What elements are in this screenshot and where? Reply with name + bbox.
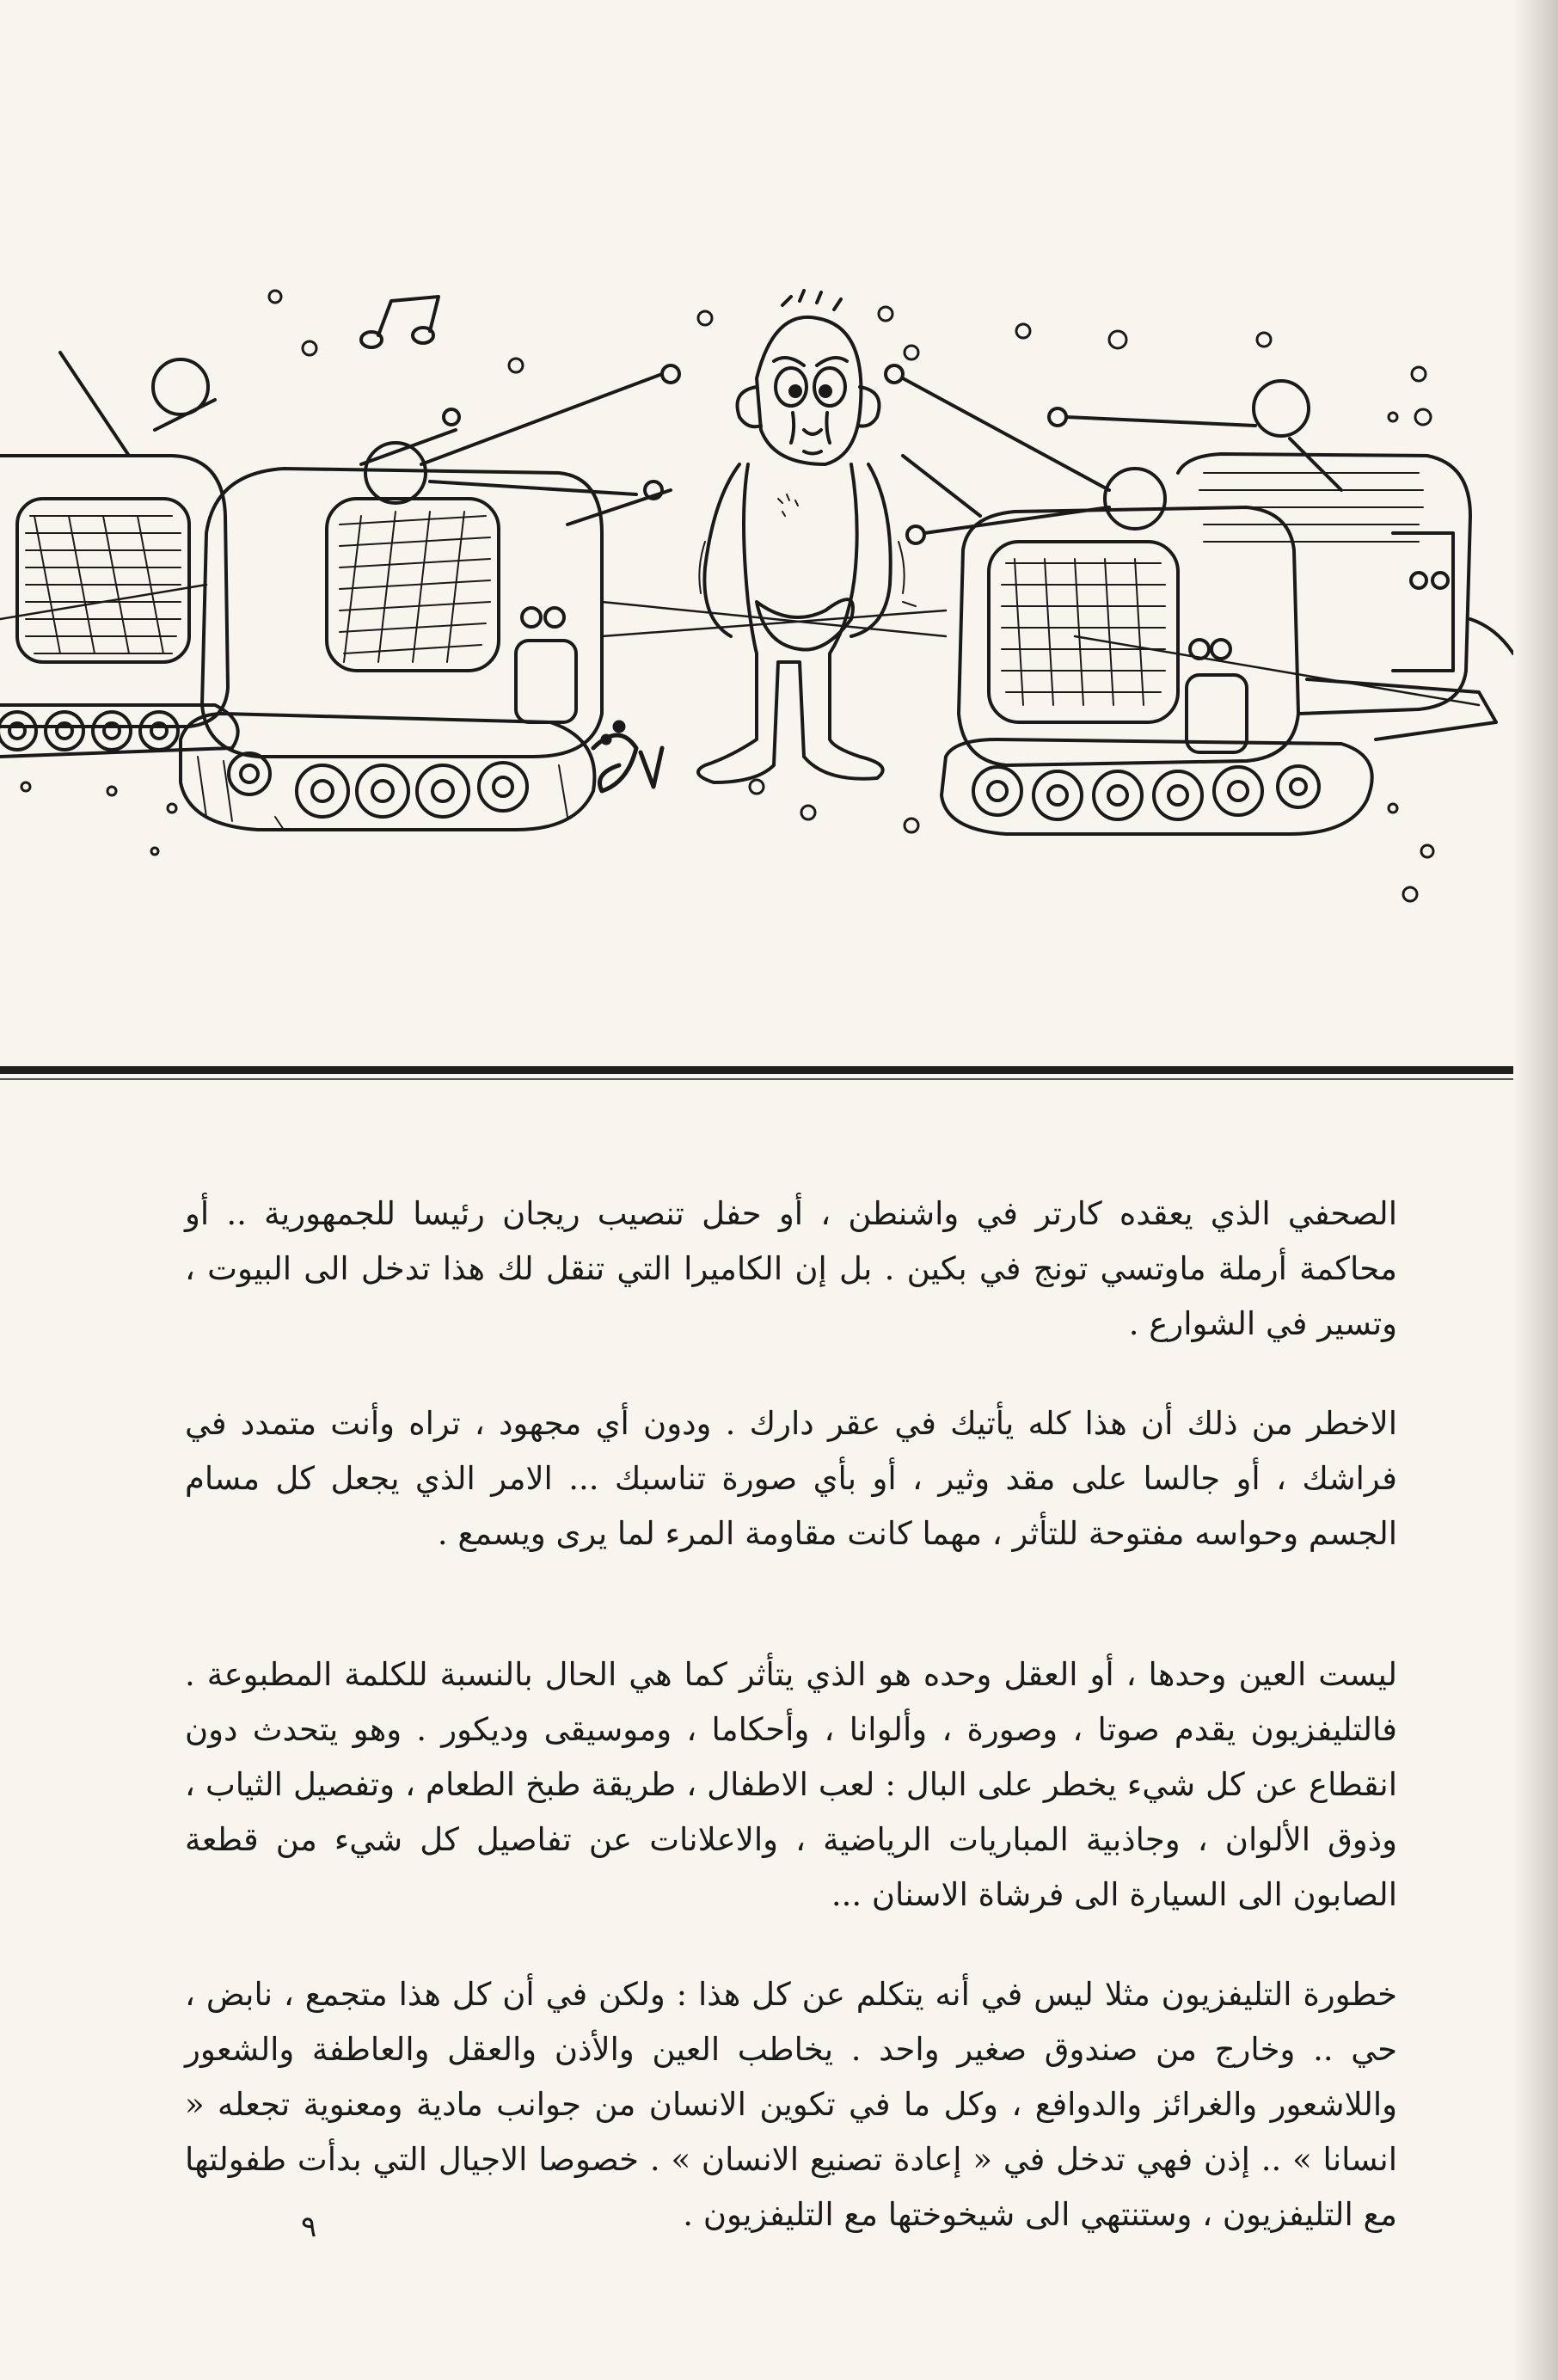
article-body <box>185 1187 1397 2287</box>
tv-left-front <box>181 365 679 830</box>
paragraph-1: الصحفي الذي يعقده كارتر في واشنطن ، أو حفل تنصيب ريجان رئيسا للجمهورية .. أو محاكمة أرملة ماوتسي تونج في بكين . بل إن الكاميرا التي تنقل لك هذا تدخل الى البيوت ، وتسير في الشوارع . <box>185 1195 1397 1342</box>
section-divider <box>0 1066 1513 1074</box>
tread-wheels-left-front <box>229 753 527 817</box>
tread-wheels-left <box>0 712 178 750</box>
page-edge-shadow <box>1513 0 1558 2380</box>
tv-right-back <box>1049 381 1513 739</box>
page-number: ٩ <box>301 2210 317 2244</box>
floor-lines <box>0 585 1479 705</box>
cartoon-illustration <box>0 258 1513 911</box>
artist-signature <box>593 722 662 791</box>
tv-right-front <box>886 365 1372 834</box>
music-note <box>361 297 439 347</box>
paragraph-2: الاخطر من ذلك أن هذا كله يأتيك في عقر دارك . ودون أي مجهود ، تراه وأنت متمدد في فراشك ، أو جالسا على مقد وثير ، أو بأي صورة تناسبك ... الامر الذي يجعل كل مسام الجسم وحواسه مفتوحة للتأثر ، مهما كانت مقاومة المرء لما يرى ويسمع . <box>185 1405 1397 1552</box>
paragraph-4: خطورة التليفزيون مثلا ليس في أنه يتكلم عن كل هذا : ولكن في أن كل هذا متجمع ، نابض ، حي .. وخارج من صندوق صغير واحد . يخاطب العين والأذن والعقل والعاطفة والشعور واللاشعور والغرائز والدوافع ، وكل ما في تكوين الانسان من جوانب مادية ومعنوية تجعله « انسانا » .. إذن فهي تدخل في « إعادة تصنيع الانسان » . خصوصا الاجيال التي بدأت طفولتها مع التليفزيون ، وستنتهي الى شيخوختها مع التليفزيون . <box>185 1976 1397 2233</box>
section-divider-thin <box>0 1078 1513 1080</box>
tread-wheels-right <box>973 766 1319 819</box>
paragraph-3: ليست العين وحدها ، أو العقل وحده هو الذي يتأثر كما هي الحال بالنسبة للكلمة المطبوعة . فالتليفزيون يقدم صوتا ، وصورة ، وألوانا ، وأحكاما ، وموسيقى وديكور . وهو يتحدث دون انقطاع عن كل شيء يخطر على البال : لعب الاطفال ، طريقة طبخ الطعام ، وتفصيل الثياب ، وذوق الألوان ، وجاذبية المباريات الرياضية ، والاعلانات عن تفاصيل كل شيء من قطعة الصابون الى السيارة الى فرشاة الاسنان ... <box>185 1656 1397 1913</box>
nervous-man <box>698 291 916 782</box>
